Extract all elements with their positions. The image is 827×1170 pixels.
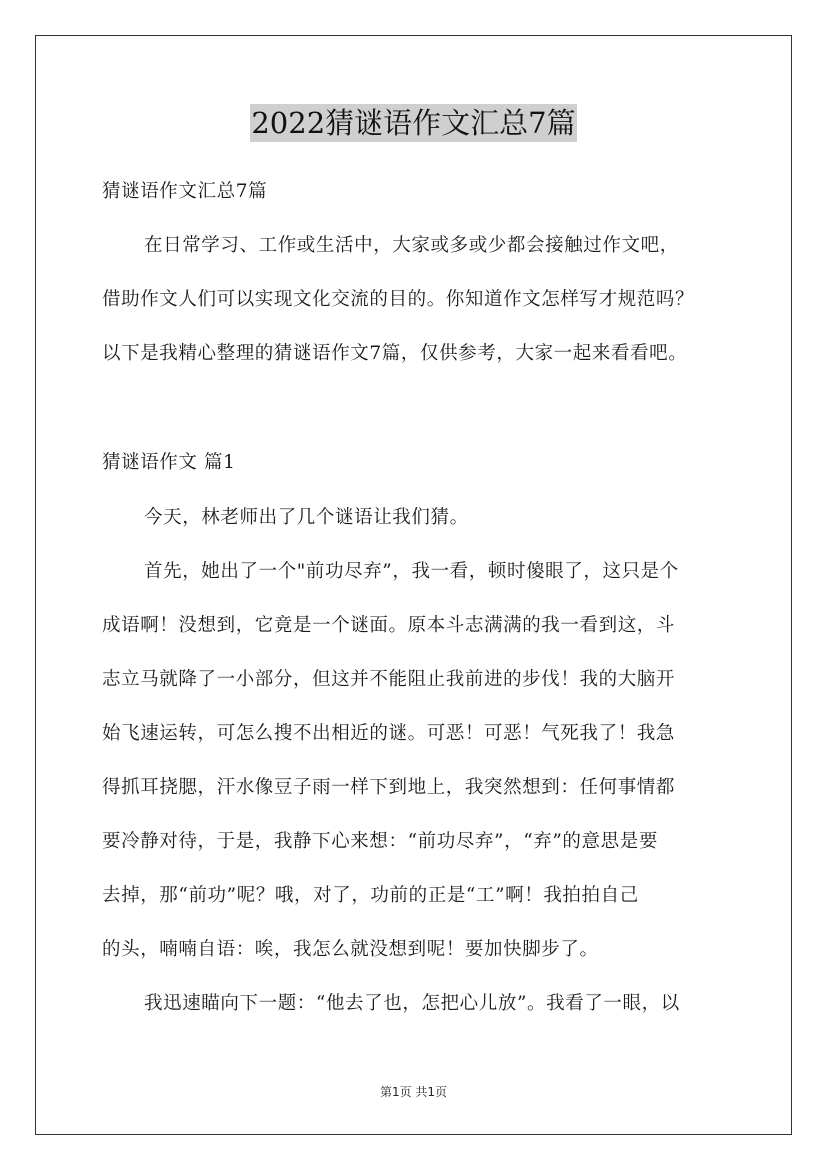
paragraph-line: 始飞速运转，可怎么搜不出相近的谜。可恶！可恶！气死我了！我急 [102,723,676,744]
paragraph-line: 去掉，那“前功”呢？哦，对了，功前的正是“工”啊！我拍拍自己 [102,885,639,906]
paragraph-line: 得抓耳挠腮，汗水像豆子雨一样下到地上，我突然想到：任何事情都 [102,777,676,798]
section-heading: 猜谜语作文 篇1 [102,452,236,473]
intro-line: 借助作文人们可以实现文化交流的目的。你知道作文怎样写才规范吗？ [102,289,695,310]
paragraph-line: 成语啊！没想到，它竟是一个谜面。原本斗志满满的我一看到这，斗 [102,615,676,636]
document-title [0,103,827,142]
intro-line: 在日常学习、工作或生活中，大家或多或少都会接触过作文吧， [144,235,679,256]
paragraph-line: 志立马就降了一小部分，但这并不能阻止我前进的步伐！我的大脑开 [102,669,676,690]
paragraph-line: 我迅速瞄向下一题：“他去了也，怎把心儿放”。我看了一眼，以 [144,993,680,1014]
document-title-text: 2022猜谜语作文汇总7篇 [251,106,576,140]
paragraph-line: 今天，林老师出了几个谜语让我们猜。 [144,507,469,528]
page-footer: 第1页 共1页 [379,1085,448,1099]
document-subtitle: 猜谜语作文汇总7篇 [102,181,268,202]
paragraph-line: 要冷静对待，于是，我静下心来想：“前功尽弃”，“弃”的意思是要 [102,831,658,852]
intro-line: 以下是我精心整理的猜谜语作文7篇，仅供参考，大家一起来看看吧。 [102,343,688,364]
paragraph-line: 首先，她出了一个"前功尽弃”，我一看，顿时傻眼了，这只是个 [144,561,679,582]
paragraph-line: 的头，喃喃自语：唉，我怎么就没想到呢！要加快脚步了。 [102,939,599,960]
